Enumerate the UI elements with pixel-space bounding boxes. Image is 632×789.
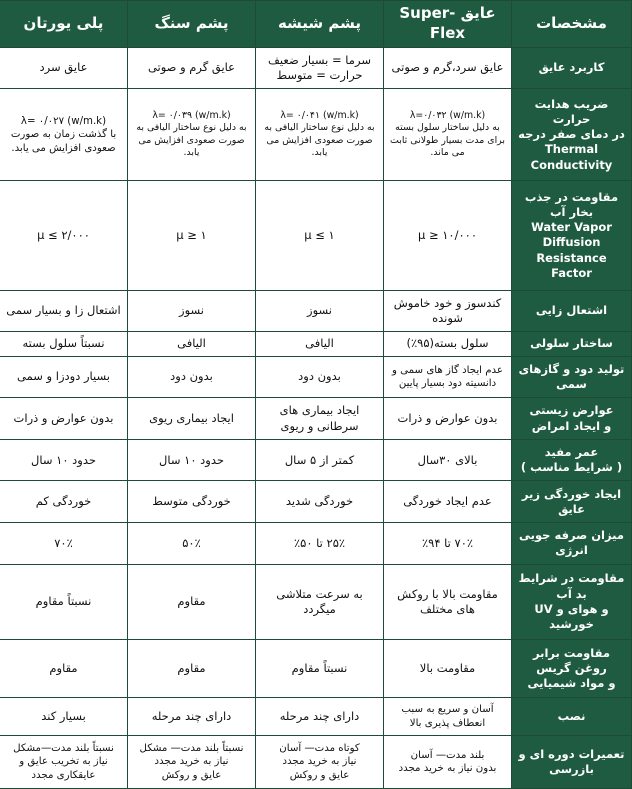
cell-rockwool: نسوز	[128, 290, 256, 332]
cell-polyurethane: λ= ۰/۰۲۷ (w/m.k) با گذشت زمان به صورت صعودی افزایش می یابد.	[0, 89, 128, 181]
row-spec-label: عوارض زیستی و ایجاد امراض	[512, 398, 632, 440]
row-spec-label: کاربرد عایق	[512, 47, 632, 89]
table-row	[0, 639, 632, 697]
table-body	[0, 47, 632, 788]
cell-superflex: عایق سرد،گرم و صوتی	[384, 47, 512, 89]
cell-rockwool: مقاوم	[128, 639, 256, 697]
cell-rockwool: الیافی	[128, 332, 256, 357]
cell-superflex: بدون عوارض و ذرات	[384, 398, 512, 440]
cell-superflex: عدم ایجاد گاز های سمی و دانسیته دود بسیار پایین	[384, 356, 512, 398]
table-row	[0, 523, 632, 565]
table-row	[0, 564, 632, 639]
cell-polyurethane: عایق سرد	[0, 47, 128, 89]
cell-polyurethane: حدود ۱۰ سال	[0, 439, 128, 481]
cell-glasswool: کوتاه مدت— آسان نیاز به خرید مجدد عایق و روکش	[256, 736, 384, 789]
cell-superflex: µ ≥ ۱۰/۰۰۰	[384, 181, 512, 290]
table-row	[0, 181, 632, 290]
cell-polyurethane: خوردگی کم	[0, 481, 128, 523]
row-spec-label: میزان صرفه جویی انرژی	[512, 523, 632, 565]
cell-superflex: ۷۰٪ تا ۹۴٪	[384, 523, 512, 565]
cell-glasswool: الیافی	[256, 332, 384, 357]
cell-rockwool: ایجاد بیماری ریوی	[128, 398, 256, 440]
cell-polyurethane: نسبتاً مقاوم	[0, 564, 128, 639]
row-spec-label: ضریب هدایت حرارت در دمای صفر درجه Thermal Conductivity	[512, 89, 632, 181]
cell-glasswool: ۲۵٪ تا ۵۰٪	[256, 523, 384, 565]
column-header-superflex: عایق Super-Flex	[384, 1, 512, 48]
cell-polyurethane: ۷۰٪	[0, 523, 128, 565]
table-header	[0, 1, 632, 48]
table-row	[0, 89, 632, 181]
table-row	[0, 481, 632, 523]
cell-polyurethane: اشتعال زا و بسیار سمی	[0, 290, 128, 332]
cell-superflex: λ=۰/۰۳۲ (w/m.k) به دلیل ساختار سلول بسته برای مدت بسیار طولانی ثابت می ماند.	[384, 89, 512, 181]
cell-rockwool: ۵۰٪	[128, 523, 256, 565]
row-spec-label: ایجاد خوردگی زیر عایق	[512, 481, 632, 523]
column-header-rockwool: پشم سنگ	[128, 1, 256, 48]
table-row	[0, 439, 632, 481]
cell-glasswool: نسوز	[256, 290, 384, 332]
table-row	[0, 698, 632, 736]
cell-superflex: کندسوز و خود خاموش شونده	[384, 290, 512, 332]
cell-superflex: مقاومت بالا	[384, 639, 512, 697]
cell-rockwool: عایق گرم و صوتی	[128, 47, 256, 89]
cell-glasswool: خوردگی شدید	[256, 481, 384, 523]
cell-rockwool: دارای چند مرحله	[128, 698, 256, 736]
row-spec-label: مقاومت برابر روغن گریس و مواد شیمیایی	[512, 639, 632, 697]
cell-rockwool: نسبتاً بلند مدت— مشکل نیاز به خرید مجدد عایق و روکش	[128, 736, 256, 789]
cell-glasswool: نسبتاً مقاوم	[256, 639, 384, 697]
row-spec-label: اشتعال زایی	[512, 290, 632, 332]
table-row	[0, 736, 632, 789]
column-header-glasswool: پشم شیشه	[256, 1, 384, 48]
cell-rockwool: حدود ۱۰ سال	[128, 439, 256, 481]
cell-superflex: بالای ۳۰سال	[384, 439, 512, 481]
row-spec-label: تولید دود و گازهای سمی	[512, 356, 632, 398]
column-header-spec: مشخصات	[512, 1, 632, 48]
cell-glasswool: بدون دود	[256, 356, 384, 398]
row-spec-label: تعمیرات دوره ای و بازرسی	[512, 736, 632, 789]
header-row	[0, 1, 632, 48]
cell-polyurethane: بسیار کند	[0, 698, 128, 736]
cell-glasswool: کمتر از ۵ سال	[256, 439, 384, 481]
cell-polyurethane: بدون عوارض و ذرات	[0, 398, 128, 440]
cell-rockwool: خوردگی متوسط	[128, 481, 256, 523]
cell-glasswool: λ= ۰/۰۴۱ (w/m.k) به دلیل نوع ساختار الیافی به صورت صعودی افزایش می یابد.	[256, 89, 384, 181]
cell-rockwool: مقاوم	[128, 564, 256, 639]
table-row	[0, 398, 632, 440]
row-spec-label: مقاومت در جذب بخار آب Water Vapor Diffusion Resistance Factor	[512, 181, 632, 290]
table-row	[0, 290, 632, 332]
cell-glasswool: ۱ ≥ µ	[256, 181, 384, 290]
column-header-polyurethane: پلی یورتان	[0, 1, 128, 48]
cell-superflex: بلند مدت— آسان بدون نیاز به خرید مجدد	[384, 736, 512, 789]
row-spec-label: ساختار سلولی	[512, 332, 632, 357]
cell-superflex: مقاومت بالا با روکش های مختلف	[384, 564, 512, 639]
cell-polyurethane: ۲/۰۰۰ ≥ µ	[0, 181, 128, 290]
cell-superflex: عدم ایجاد خوردگی	[384, 481, 512, 523]
cell-polyurethane: مقاوم	[0, 639, 128, 697]
cell-glasswool: ایجاد بیماری های سرطانی و ریوی	[256, 398, 384, 440]
cell-superflex: سلول بسته(۹۵٪)	[384, 332, 512, 357]
row-spec-label: عمر مفید ( شرایط مناسب )	[512, 439, 632, 481]
table-row	[0, 332, 632, 357]
table-row	[0, 47, 632, 89]
cell-glasswool: دارای چند مرحله	[256, 698, 384, 736]
row-spec-label: مقاومت در شرایط بد آب و هوای و UV خورشید	[512, 564, 632, 639]
cell-rockwool: µ ≥ ۱	[128, 181, 256, 290]
cell-superflex: آسان و سریع به سبب انعطاف پذیری بالا	[384, 698, 512, 736]
cell-glasswool: سرما = بسیار ضعیف حرارت = متوسط	[256, 47, 384, 89]
cell-polyurethane: بسیار دودزا و سمی	[0, 356, 128, 398]
cell-polyurethane: نسبتاً بلند مدت—مشکل نیاز به تخریب عایق و عایقکاری مجدد	[0, 736, 128, 789]
cell-rockwool: λ= ۰/۰۳۹ (w/m.k) به دلیل نوع ساختار الیافی به صورت صعودی افزایش می یابد.	[128, 89, 256, 181]
table-row	[0, 356, 632, 398]
cell-rockwool: بدون دود	[128, 356, 256, 398]
cell-glasswool: به سرعت متلاشی میگردد	[256, 564, 384, 639]
row-spec-label: نصب	[512, 698, 632, 736]
cell-polyurethane: نسبتاً سلول بسته	[0, 332, 128, 357]
